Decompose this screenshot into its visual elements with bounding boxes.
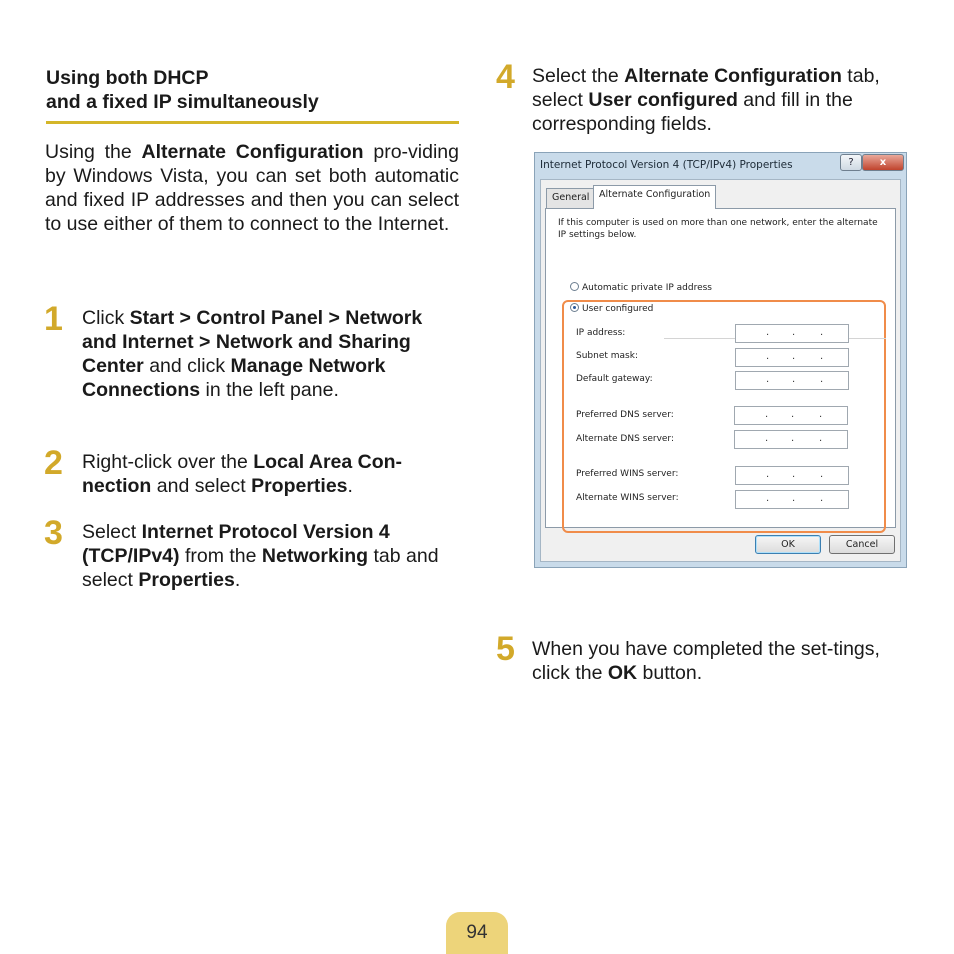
step-1-t3: in the left pane. bbox=[200, 379, 339, 401]
ip-dot: . bbox=[766, 469, 770, 480]
section-heading bbox=[46, 66, 458, 114]
step-4-t1: Select the bbox=[532, 65, 625, 87]
page-number: 94 bbox=[446, 912, 508, 954]
step-4-t2: tab, select bbox=[532, 65, 880, 111]
step-5-number: 5 bbox=[496, 630, 515, 668]
dialog-body bbox=[540, 179, 901, 562]
ip-dot: . bbox=[820, 374, 824, 385]
ip-dot: . bbox=[820, 469, 824, 480]
section-heading-line1: Using both DHCP bbox=[46, 67, 209, 89]
tcpip-properties-dialog bbox=[534, 152, 907, 568]
preferred-dns-input[interactable] bbox=[734, 406, 848, 425]
ok-button[interactable]: OK bbox=[755, 535, 821, 554]
ip-dot: . bbox=[766, 493, 770, 504]
step-4-b1: Alternate Configuration bbox=[624, 65, 842, 87]
step-2-b2: Properties bbox=[251, 475, 348, 497]
dialog-title: Internet Protocol Version 4 (TCP/IPv4) Properties bbox=[540, 159, 793, 171]
step-3-b3: Properties bbox=[138, 569, 235, 591]
step-3-t4: . bbox=[234, 569, 241, 591]
alternate-wins-input[interactable] bbox=[735, 490, 849, 509]
preferred-dns-label: Preferred DNS server: bbox=[576, 410, 674, 420]
radio-unchecked-icon bbox=[570, 282, 579, 291]
radio-user-configured[interactable] bbox=[570, 303, 653, 314]
intro-text: Using the bbox=[45, 141, 142, 163]
help-button[interactable]: ? bbox=[840, 154, 862, 171]
ip-dot: . bbox=[820, 327, 824, 338]
radio-automatic-label: Automatic private IP address bbox=[582, 283, 712, 293]
step-4-text bbox=[532, 64, 912, 136]
ip-dot: . bbox=[792, 351, 796, 362]
step-1-t1: Click bbox=[82, 307, 130, 329]
ip-dot: . bbox=[792, 469, 796, 480]
panel-description: If this computer is used on more than one network, enter the alternate IP settings below. bbox=[558, 218, 878, 240]
radio-user-label: User configured bbox=[582, 304, 654, 314]
step-3-t3: tab and select bbox=[82, 545, 439, 591]
radio-automatic-private-ip[interactable] bbox=[570, 282, 712, 293]
step-3-t1: Select bbox=[82, 521, 142, 543]
step-1-b1: Start > Control Panel > Network and Internet > Network and Sharing Center bbox=[82, 307, 423, 377]
intro-text-rest: pro-viding by Windows Vista, you can set both automatic and fixed IP addresses and then you can select to use either of them to connect to the Internet. bbox=[45, 141, 460, 235]
ip-dot: . bbox=[791, 433, 795, 444]
radio-checked-icon bbox=[570, 303, 579, 312]
step-3-b2: Networking bbox=[261, 545, 369, 567]
step-2-t2: and select bbox=[151, 475, 252, 497]
step-2-b1: Local Area Con-nection bbox=[82, 451, 403, 497]
tab-general[interactable]: General bbox=[546, 188, 595, 208]
ip-dot: . bbox=[765, 433, 769, 444]
step-1-text bbox=[82, 306, 454, 402]
subnet-mask-label: Subnet mask: bbox=[576, 351, 638, 361]
section-heading-line2: and a fixed IP simultaneously bbox=[46, 91, 319, 113]
step-2-t3: . bbox=[347, 475, 353, 497]
step-2-t1: Right-click over the bbox=[82, 451, 254, 473]
intro-paragraph bbox=[45, 140, 459, 236]
intro-bold: Alternate Configuration bbox=[141, 141, 364, 163]
ip-dot: . bbox=[792, 327, 796, 338]
step-2-number: 2 bbox=[44, 444, 63, 482]
ip-dot: . bbox=[819, 409, 823, 420]
default-gateway-label: Default gateway: bbox=[576, 374, 653, 384]
cancel-button[interactable]: Cancel bbox=[829, 535, 895, 554]
ip-dot: . bbox=[820, 351, 824, 362]
step-4-number: 4 bbox=[496, 58, 515, 96]
heading-underline bbox=[46, 121, 459, 124]
preferred-wins-label: Preferred WINS server: bbox=[576, 469, 679, 479]
ip-dot: . bbox=[792, 374, 796, 385]
ip-dot: . bbox=[766, 327, 770, 338]
step-4-b2: User configured bbox=[588, 89, 738, 111]
ip-address-label: IP address: bbox=[576, 328, 626, 338]
ip-dot: . bbox=[791, 409, 795, 420]
ip-dot: . bbox=[819, 433, 823, 444]
step-5-t1: When you have completed the set-tings, click the bbox=[532, 638, 880, 684]
step-3-t2: from the bbox=[179, 545, 262, 567]
ip-dot: . bbox=[820, 493, 824, 504]
alternate-dns-label: Alternate DNS server: bbox=[576, 434, 675, 444]
tab-alternate-configuration[interactable]: Alternate Configuration bbox=[593, 185, 716, 209]
preferred-wins-input[interactable] bbox=[735, 466, 849, 485]
step-1-b2: Manage Network Connections bbox=[82, 355, 386, 401]
step-4-t3: and fill in the corresponding fields. bbox=[532, 89, 853, 135]
ip-address-input[interactable] bbox=[735, 324, 849, 343]
default-gateway-input[interactable] bbox=[735, 371, 849, 390]
alternate-configuration-panel bbox=[545, 208, 896, 528]
step-5-text bbox=[532, 637, 892, 685]
alternate-dns-input[interactable] bbox=[734, 430, 848, 449]
dialog-titlebar bbox=[535, 153, 906, 179]
step-5-t2: button. bbox=[637, 662, 703, 684]
step-3-b1: Internet Protocol Version 4 (TCP/IPv4) bbox=[82, 521, 390, 567]
subnet-mask-input[interactable] bbox=[735, 348, 849, 367]
step-1-number: 1 bbox=[44, 300, 63, 338]
step-2-text bbox=[82, 450, 454, 498]
step-3-number: 3 bbox=[44, 514, 63, 552]
close-button[interactable]: x bbox=[862, 154, 904, 171]
step-3-text bbox=[82, 520, 454, 592]
ip-dot: . bbox=[765, 409, 769, 420]
ip-dot: . bbox=[766, 351, 770, 362]
alternate-wins-label: Alternate WINS server: bbox=[576, 493, 679, 503]
step-1-t2: and click bbox=[143, 355, 231, 377]
step-5-b1: OK bbox=[607, 662, 638, 684]
ip-dot: . bbox=[792, 493, 796, 504]
ip-dot: . bbox=[766, 374, 770, 385]
